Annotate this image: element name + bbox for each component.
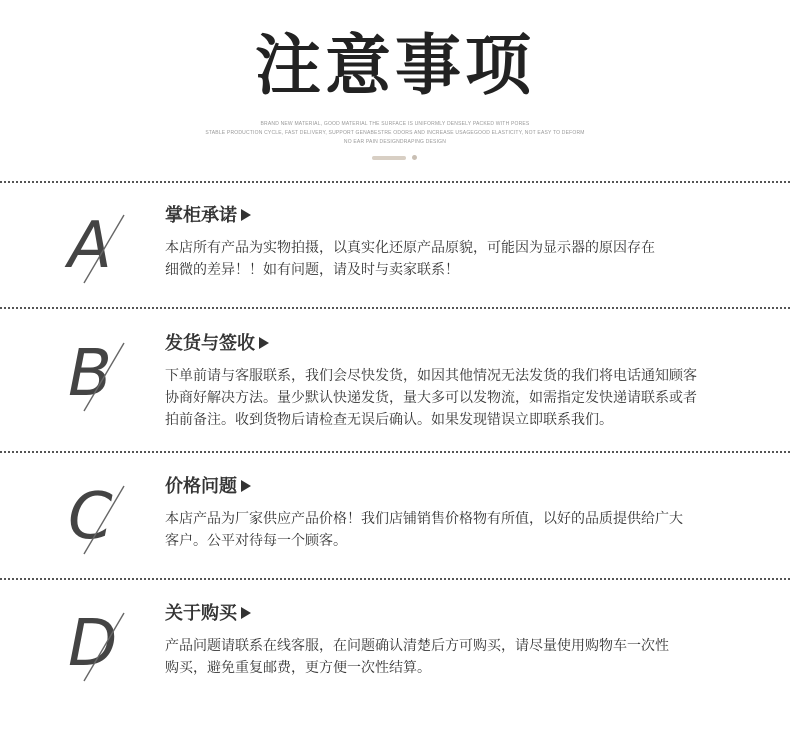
letter-d-graphic — [62, 603, 142, 683]
section-title-text: 掌柜承诺 — [165, 205, 237, 226]
section-title — [165, 476, 251, 498]
letter-c-text: C — [68, 480, 113, 554]
page-header — [0, 0, 790, 180]
body-line: 下单前请与客服联系，我们会尽快发货，如因其他情况无法发货的我们将电话通知顾客 — [165, 368, 697, 384]
section-title — [165, 205, 251, 227]
body-line: 购买，避免重复邮费，更方便一次性结算。 — [165, 660, 431, 676]
body-line: 产品问题请联系在线客服，在问题确认清楚后方可购买，请尽量使用购物车一次性 — [165, 638, 669, 654]
english-subtitle — [0, 120, 790, 147]
play-arrow-icon — [241, 480, 251, 492]
section-letter-c — [62, 476, 142, 556]
subtitle-line: STABLE PRODUCTION CYCLE, FAST DELIVERY, SUPPORT GENABESTRE ODORS AND INCREASE USAGEGOOD ELASTICITY, NOT EASY TO DEFORM — [205, 130, 585, 136]
decoration-bar — [372, 156, 406, 160]
subtitle-line: NO EAR PAIN DESIGNDRAPING DESIGN — [343, 139, 447, 145]
letter-c-graphic — [62, 476, 142, 556]
section-title — [165, 603, 251, 625]
body-line: 协商好解决方法。量少默认快递发货，量大多可以发物流，如需指定发快递请联系或者 — [165, 390, 697, 406]
dotted-divider — [0, 181, 790, 183]
dotted-divider — [0, 578, 790, 580]
section-body — [165, 365, 785, 431]
letter-d-text: D — [68, 607, 118, 681]
section-letter-a — [62, 205, 142, 285]
title-decoration — [0, 154, 790, 162]
letter-b-graphic — [62, 333, 142, 413]
subtitle-line: BRAND NEW MATERIAL, GOOD MATERIAL THE SURFACE IS UNIFORMLY DENSELY PACKED WITH PORES — [260, 121, 530, 127]
section-body — [165, 508, 765, 552]
play-arrow-icon — [259, 337, 269, 349]
section-body — [165, 635, 765, 679]
play-arrow-icon — [241, 209, 251, 221]
body-line: 本店所有产品为实物拍摄，以真实化还原产品原貌，可能因为显示器的原因存在 — [165, 240, 655, 256]
body-line: 客户。公平对待每一个顾客。 — [165, 533, 347, 549]
play-arrow-icon — [241, 607, 251, 619]
section-title — [165, 333, 269, 355]
dotted-divider — [0, 451, 790, 453]
decoration-dot — [412, 155, 417, 160]
letter-b-text: B — [68, 337, 112, 411]
section-title-text: 关于购买 — [165, 603, 237, 624]
section-letter-d — [62, 603, 142, 683]
letter-a-graphic — [62, 205, 142, 285]
body-line: 拍前备注。收到货物后请检查无误后确认。如果发现错误立即联系我们。 — [165, 412, 613, 428]
section-body — [165, 237, 765, 281]
page-title: 注意事项 — [255, 27, 535, 104]
letter-a-text: A — [68, 209, 112, 283]
body-line: 细微的差异！！如有问题，请及时与卖家联系！ — [165, 262, 459, 278]
section-title-text: 价格问题 — [165, 476, 237, 497]
section-letter-b — [62, 333, 142, 413]
section-title-text: 发货与签收 — [165, 333, 255, 354]
body-line: 本店产品为厂家供应产品价格！我们店铺销售价格物有所值，以好的品质提供给广大 — [165, 511, 683, 527]
dotted-divider — [0, 307, 790, 309]
